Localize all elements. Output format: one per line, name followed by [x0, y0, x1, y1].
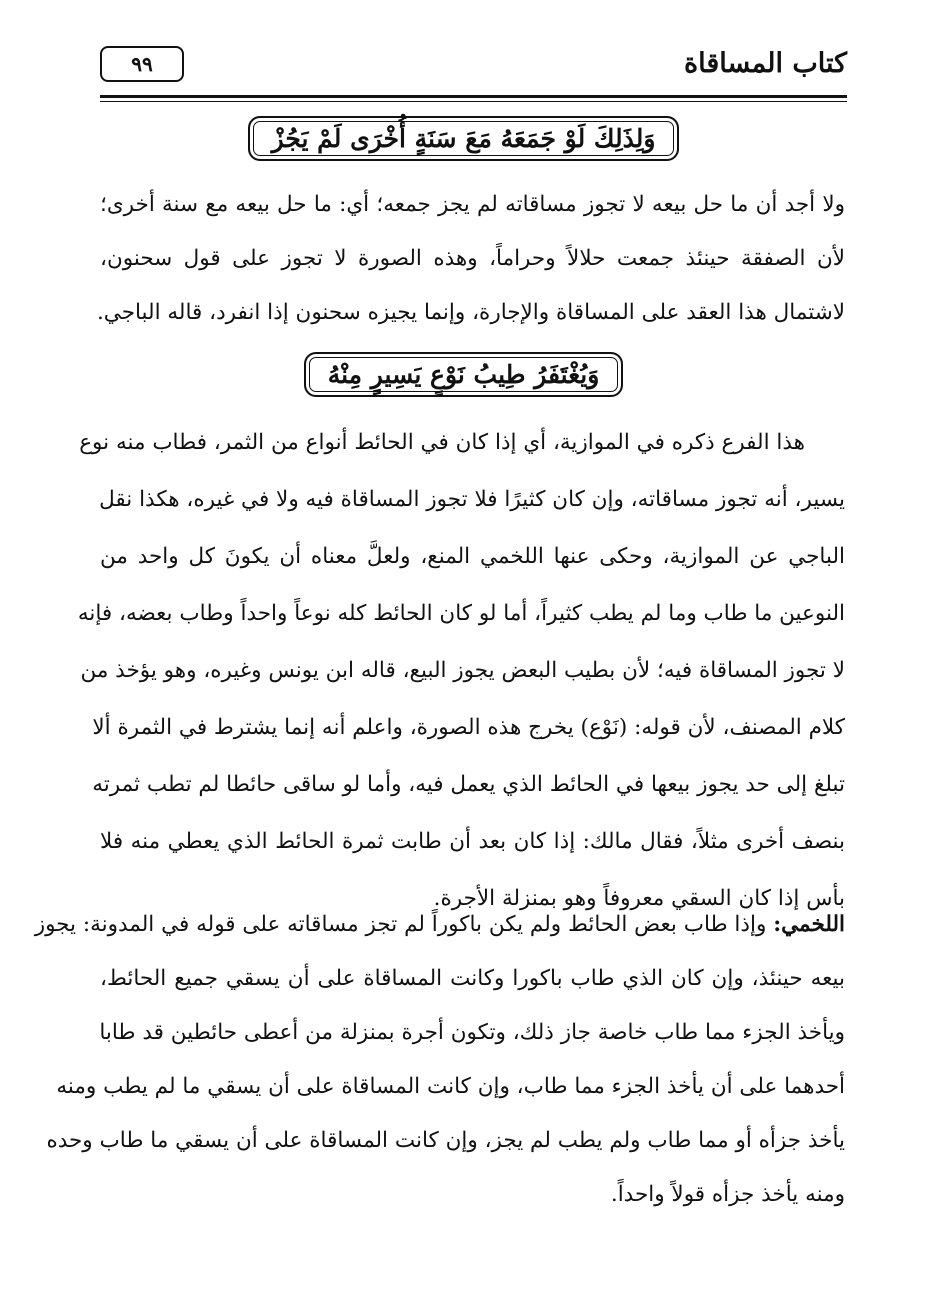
text-line: أحدهما على أن يأخذ الجزء مما طاب، وإن كانت المساقاة على أن يسقي ما لم يطب ومنه — [56, 1074, 845, 1099]
text-line: يسير، أنه تجوز مساقاته، وإن كان كثيرًا فلا تجوز المساقاة فيه ولا في غيره، هكذا نقل — [99, 487, 845, 512]
text-line: لاشتمال هذا العقد على المساقاة والإجارة، وإنما يجيزه سحنون إذا انفرد، قاله الباجي. — [96, 300, 845, 325]
commentary-paragraph — [77, 414, 845, 927]
text-line: الباجي عن الموازية، وحكى عنها اللخمي المنع، ولعلَّ معناه أن يكونَ كل واحد من — [100, 544, 845, 569]
page-header — [100, 40, 847, 100]
text-line: لا تجوز المساقاة فيه؛ لأن بطيب البعض يجوز البيع، قاله ابن يونس وغيره، وهو يؤخذ من — [80, 658, 845, 683]
book-title: كتاب المساقاة — [684, 48, 847, 79]
citation-lead: اللخمي: — [773, 912, 845, 937]
text-line: بنصف أخرى مثلاً، فقال مالك: إذا كان بعد أن طابت ثمرة الحائط الذي يعطي منه فلا — [100, 829, 845, 854]
commentary-paragraph — [34, 898, 845, 1222]
text-line: يأخذ جزأه أو مما طاب ولم يطب لم يجز، وإن كانت المساقاة على أن يسقي ما طاب وحده — [46, 1128, 845, 1153]
page-number: ٩٩ — [100, 46, 184, 82]
text-line: ويأخذ الجزء مما طاب خاصة جاز ذلك، وتكون أجرة بمنزلة من أعطى حائطين قد طابا — [99, 1020, 845, 1045]
text-line: النوعين ما طاب وما لم يطب كثيراً، أما لو كان الحائط كله نوعاً واحداً وطاب بعضه، فإنه — [77, 601, 845, 626]
text-line — [34, 898, 845, 952]
matn-container-2 — [0, 352, 927, 397]
text-line: ومنه يأخذ جزأه قولاً واحداً. — [610, 1182, 845, 1207]
matn-heading: وَلِذَلِكَ لَوْ جَمَعَهُ مَعَ سَنَةٍ أُخْرَى لَمْ يَجُزْ — [248, 116, 680, 161]
header-rule — [100, 95, 847, 98]
text-line: ولا أجد أن ما حل بيعه لا تجوز مساقاته لم يجز جمعه؛ أي: ما حل بيعه مع سنة أخرى؛ — [100, 192, 845, 217]
text-line: هذا الفرع ذكره في الموازية، أي إذا كان في الحائط أنواع من الثمر، فطاب منه نوع — [79, 430, 805, 455]
header-rule-thin — [100, 101, 847, 102]
text-line: لأن الصفقة حينئذ جمعت حلالاً وحراماً، وهذه الصورة لا تجوز على قول سحنون، — [100, 246, 845, 271]
text-line: كلام المصنف، لأن قوله: (نَوْع) يخرج هذه الصورة، واعلم أنه إنما يشترط في الثمرة ألا — [92, 715, 845, 740]
matn-heading: وَيُغْتَفَرُ طِيبُ نَوْعٍ يَسِيرٍ مِنْهُ — [304, 352, 624, 397]
text-fragment: وإذا طاب بعض الحائط ولم يكن باكوراً لم تجز مساقاته على قوله في المدونة: يجوز — [34, 912, 767, 937]
text-line: بيعه حينئذ، وإن كان الذي طاب باكورا وكانت المساقاة على أن يسقي جميع الحائط، — [100, 966, 845, 991]
matn-container-1 — [0, 116, 927, 161]
commentary-paragraph — [96, 178, 845, 340]
text-line: بأس إذا كان السقي معروفاً وهو بمنزلة الأجرة. — [433, 886, 845, 911]
text-line: تبلغ إلى حد يجوز بيعها في الحائط الذي يعمل فيه، وأما لو ساقى حائطا لم تطب ثمرته — [92, 772, 845, 797]
